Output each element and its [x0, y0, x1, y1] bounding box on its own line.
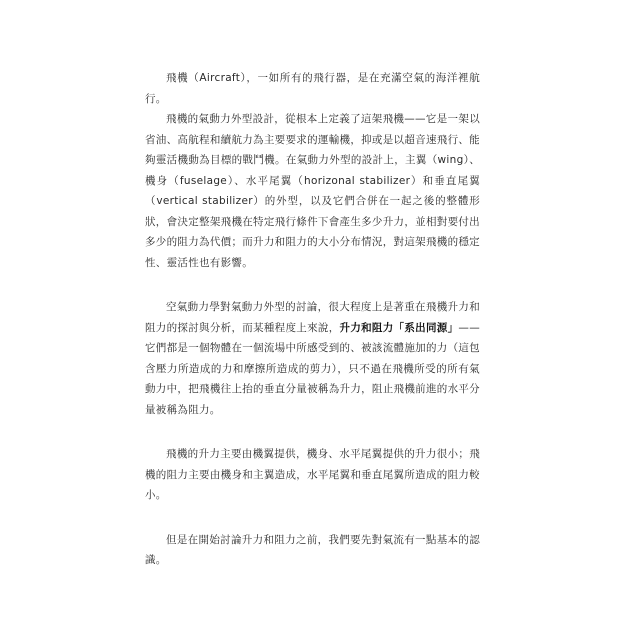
paragraph-lift-drag-after: ——它們都是一個物體在一個流場中所感受到的、被該流體施加的力（這包含壓力所造成的力和摩擦所造成的剪力），只不過在飛機所受的所有氣動力中，把飛機往上抬的垂直分量被稱為升力，阻止飛機前進的水平分量被稱為阻力。 [145, 321, 480, 416]
document-page [145, 68, 480, 571]
paragraph-lift-sources: 飛機的升力主要由機翼提供，機身、水平尾翼提供的升力很小；飛機的阻力主要由機身和主翼造成，水平尾翼和垂直尾翼所造成的阻力較小。 [145, 448, 480, 501]
paragraph-lift-drag-before: 空氣動力學對氣動力外型的討論，很大程度上是著重在飛機升力和阻力的探討與分析，而某種程度上來說， [145, 301, 480, 334]
paragraph-lift-drag [145, 297, 480, 420]
paragraph-airflow-intro: 但是在開始討論升力和阻力之前，我們要先對氣流有一點基本的認識。 [145, 533, 480, 566]
paragraph-lift-drag-emphasis: 升力和阻力「系出同源」 [339, 321, 459, 334]
paragraph-intro: 飛機（Aircraft），一如所有的飛行器，是在充滿空氣的海洋裡航行。 [145, 72, 480, 105]
paragraph-aerodynamic-design: 飛機的氣動力外型設計，從根本上定義了這架飛機——它是一架以省油、高航程和續航力為主要要求的運輸機，抑或是以超音速飛行、能夠靈活機動為目標的戰鬥機。在氣動力外型的設計上，主翼（wing）、機身（fuselage）、水平尾翼（horizonal stabilizer）和垂直尾翼（vertical stabilizer）的外型，以及它們合併在一起之後的整體形狀，會決定整架飛機在特定飛行條件下會產生多少升力，並相對要付出多少的阻力為代價；而升力和阻力的大小分布情況，對這架飛機的穩定性、靈活性也有影響。 [145, 113, 480, 269]
